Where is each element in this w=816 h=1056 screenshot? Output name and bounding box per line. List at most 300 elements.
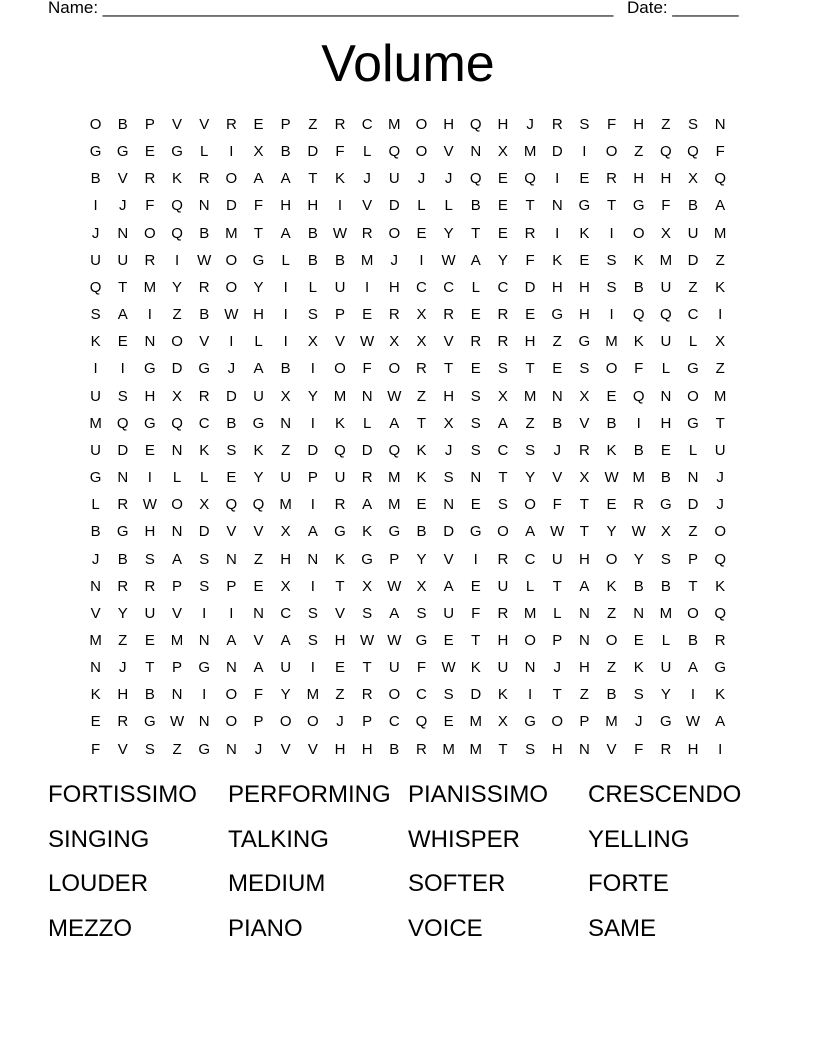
grid-letter: H — [497, 116, 509, 133]
grid-letter: S — [579, 116, 590, 133]
grid-letter: O — [388, 360, 401, 378]
grid-letter: V — [443, 550, 454, 568]
grid-letter: V — [443, 143, 454, 161]
grid-letter: N — [198, 197, 210, 215]
grid-letter: V — [552, 469, 563, 487]
grid-letter: G — [632, 197, 645, 215]
grid-letter: I — [555, 224, 560, 242]
grid-letter: I — [147, 306, 152, 324]
grid-letter: I — [229, 333, 234, 351]
grid-letter: Y — [443, 224, 454, 242]
grid-letter: A — [307, 523, 318, 541]
grid-letter: Z — [118, 631, 128, 649]
grid-row — [82, 708, 734, 735]
grid-letter: X — [497, 387, 508, 405]
grid-letter: K — [606, 577, 617, 595]
grid-letter: F — [145, 197, 155, 215]
grid-letter: S — [497, 496, 508, 514]
grid-letter: E — [90, 713, 101, 731]
grid-letter: I — [310, 496, 315, 514]
grid-letter: J — [336, 713, 344, 731]
grid-letter: N — [633, 604, 645, 622]
grid-letter: C — [524, 550, 536, 568]
grid-letter: X — [172, 387, 183, 405]
grid-letter: Y — [497, 251, 508, 269]
grid-letter: O — [89, 116, 102, 133]
grid-letter: A — [253, 360, 264, 378]
grid-letter: M — [523, 387, 537, 405]
grid-letter: T — [579, 496, 589, 514]
grid-letter: N — [443, 496, 455, 514]
grid-letter: B — [117, 550, 128, 568]
grid-letter: C — [687, 306, 699, 324]
grid-letter: N — [225, 550, 237, 568]
grid-letter: C — [361, 116, 373, 133]
grid-letter: K — [606, 441, 617, 459]
grid-letter: I — [337, 197, 343, 215]
grid-letter: J — [118, 197, 127, 215]
grid-letter: O — [225, 713, 238, 731]
grid-letter: S — [470, 414, 481, 432]
grid-letter: R — [606, 170, 617, 188]
grid-letter: U — [388, 170, 400, 188]
grid-letter: N — [90, 577, 101, 595]
grid-letter: M — [713, 387, 727, 405]
grid-letter: H — [280, 197, 292, 215]
grid-letter: F — [634, 360, 644, 378]
grid-letter: O — [225, 170, 238, 188]
grid-letter: V — [199, 333, 210, 351]
grid-letter: K — [633, 333, 644, 351]
word-list — [48, 778, 768, 956]
grid-letter: T — [362, 659, 372, 677]
grid-letter: F — [253, 686, 264, 704]
grid-letter: G — [660, 496, 672, 514]
grid-letter: X — [307, 333, 318, 351]
grid-letter: B — [199, 224, 210, 242]
grid-letter: R — [443, 306, 455, 324]
grid-letter: R — [198, 387, 210, 405]
grid-letter: X — [280, 523, 291, 541]
grid-letter: Z — [172, 306, 182, 324]
grid-letter: I — [718, 306, 723, 324]
grid-letter: G — [687, 360, 699, 378]
grid-letter: E — [226, 469, 237, 487]
grid-letter: K — [579, 224, 590, 242]
grid-letter: H — [307, 197, 319, 215]
grid-letter: K — [90, 686, 101, 704]
grid-letter: M — [89, 414, 102, 432]
grid-letter: N — [117, 469, 129, 487]
grid-letter: D — [388, 197, 400, 215]
grid-letter: S — [362, 604, 373, 622]
grid-letter: R — [497, 550, 509, 568]
grid-letter: D — [117, 441, 129, 459]
grid-letter: I — [310, 414, 315, 432]
grid-letter: N — [714, 116, 726, 133]
grid-letter: D — [225, 197, 237, 215]
grid-letter: I — [555, 170, 560, 188]
grid-letter: I — [310, 360, 315, 378]
grid-letter: E — [497, 224, 508, 242]
page-title: Volume — [321, 35, 495, 93]
grid-letter: H — [334, 631, 346, 649]
word-list-item: CRESCENDO — [588, 781, 742, 808]
grid-letter: G — [252, 251, 265, 269]
grid-letter: R — [361, 224, 373, 242]
grid-letter: B — [117, 116, 128, 133]
grid-letter: R — [225, 116, 237, 133]
grid-letter: J — [91, 224, 100, 242]
grid-letter: E — [579, 251, 590, 269]
grid-letter: P — [253, 713, 264, 731]
grid-letter: N — [524, 659, 536, 677]
grid-letter: B — [416, 523, 427, 541]
grid-letter: H — [361, 740, 373, 758]
grid-letter: K — [362, 523, 373, 541]
grid-letter: D — [198, 523, 210, 541]
grid-letter: T — [688, 577, 698, 595]
grid-letter: D — [361, 441, 373, 459]
grid-row — [82, 301, 734, 328]
grid-letter: V — [117, 170, 128, 188]
grid-letter: L — [688, 441, 698, 459]
grid-letter: R — [416, 360, 427, 378]
grid-letter: O — [225, 251, 238, 269]
grid-letter: C — [280, 604, 292, 622]
grid-letter: G — [714, 659, 726, 677]
grid-letter: S — [90, 306, 101, 324]
grid-letter: R — [524, 224, 536, 242]
grid-letter: J — [716, 469, 724, 487]
grid-letter: G — [252, 414, 265, 432]
grid-letter: P — [144, 116, 155, 133]
grid-letter: A — [253, 659, 264, 677]
grid-letter: G — [578, 197, 591, 215]
grid-letter: H — [443, 116, 455, 133]
grid-letter: J — [118, 659, 127, 677]
grid-letter: U — [660, 278, 672, 296]
grid-letter: U — [551, 550, 563, 568]
grid-letter: L — [281, 251, 290, 269]
grid-letter: W — [685, 713, 701, 731]
grid-letter: K — [633, 659, 644, 677]
grid-letter: W — [441, 659, 456, 677]
grid-letter: B — [688, 197, 699, 215]
grid-letter: N — [198, 631, 210, 649]
grid-letter: X — [362, 577, 373, 595]
grid-letter: P — [579, 713, 590, 731]
grid-letter: K — [172, 170, 183, 188]
grid-letter: I — [609, 224, 614, 242]
grid-letter: T — [118, 278, 128, 296]
grid-letter: N — [144, 333, 156, 351]
grid-letter: U — [253, 387, 264, 405]
grid-row — [82, 654, 734, 681]
grid-letter: K — [334, 170, 345, 188]
grid-letter: O — [171, 496, 183, 514]
grid-letter: X — [199, 496, 210, 514]
grid-letter: B — [660, 469, 671, 487]
grid-row — [82, 328, 734, 355]
grid-letter: C — [497, 441, 509, 459]
word-list-item: MEZZO — [48, 914, 132, 942]
grid-letter: X — [660, 224, 671, 242]
grid-letter: H — [687, 740, 699, 758]
grid-letter: V — [199, 116, 210, 133]
grid-letter: B — [552, 414, 563, 432]
grid-letter: N — [578, 740, 590, 758]
grid-letter: Z — [579, 686, 589, 704]
grid-letter: D — [470, 686, 482, 704]
grid-letter: A — [389, 414, 400, 432]
grid-letter: A — [443, 577, 454, 595]
grid-letter: S — [117, 387, 128, 405]
grid-row — [82, 111, 734, 138]
grid-letter: W — [387, 631, 402, 649]
grid-letter: G — [89, 143, 102, 161]
grid-letter: D — [171, 360, 183, 378]
grid-row — [82, 383, 734, 410]
grid-letter: W — [550, 523, 565, 541]
grid-letter: M — [360, 251, 374, 269]
grid-letter: H — [524, 333, 536, 351]
grid-letter: U — [443, 604, 455, 622]
grid-letter: N — [280, 414, 292, 432]
grid-letter: E — [470, 577, 481, 595]
grid-letter: Q — [171, 197, 183, 215]
grid-letter: O — [551, 713, 564, 731]
grid-letter: G — [144, 414, 156, 432]
grid-letter: O — [388, 686, 401, 704]
grid-letter: V — [443, 333, 454, 351]
grid-letter: H — [660, 170, 672, 188]
grid-letter: R — [470, 333, 482, 351]
grid-letter: Z — [525, 414, 535, 432]
grid-letter: Q — [632, 306, 645, 324]
grid-letter: N — [90, 659, 101, 677]
grid-letter: G — [144, 713, 156, 731]
grid-letter: Q — [334, 441, 346, 459]
grid-letter: F — [606, 116, 617, 133]
grid-letter: K — [715, 686, 726, 704]
grid-letter: H — [578, 278, 590, 296]
grid-letter: V — [606, 740, 617, 758]
grid-letter: I — [202, 604, 207, 622]
grid-letter: O — [687, 604, 699, 622]
grid-letter: S — [606, 278, 617, 296]
grid-letter: T — [308, 170, 318, 188]
grid-letter: S — [497, 360, 508, 378]
grid-letter: F — [471, 604, 481, 622]
grid-letter: P — [688, 550, 699, 568]
grid-letter: J — [526, 116, 534, 133]
grid-letter: S — [307, 306, 318, 324]
grid-letter: H — [117, 686, 129, 704]
grid-letter: I — [582, 143, 587, 161]
grid-letter: Q — [660, 143, 672, 161]
grid-letter: L — [91, 496, 100, 514]
grid-letter: F — [715, 143, 725, 161]
grid-letter: L — [525, 577, 535, 595]
grid-letter: N — [307, 550, 319, 568]
grid-letter: L — [661, 631, 671, 649]
grid-letter: U — [280, 659, 292, 677]
grid-letter: J — [444, 441, 453, 459]
grid-letter: F — [416, 659, 427, 677]
name-field: Name: ______________________________________________________ — [48, 0, 614, 17]
grid-letter: H — [578, 306, 590, 324]
grid-letter: J — [227, 360, 236, 378]
grid-letter: X — [389, 333, 400, 351]
grid-letter: D — [524, 278, 536, 296]
grid-letter: Y — [660, 686, 671, 704]
grid-row — [82, 410, 734, 437]
grid-letter: P — [172, 659, 183, 677]
grid-letter: E — [470, 360, 481, 378]
grid-letter: E — [470, 496, 481, 514]
grid-letter: G — [198, 659, 211, 677]
grid-letter: I — [636, 414, 641, 432]
grid-letter: Z — [715, 360, 725, 378]
grid-letter: T — [525, 197, 535, 215]
grid-letter: L — [200, 469, 209, 487]
grid-letter: L — [417, 197, 426, 215]
grid-letter: I — [283, 333, 288, 351]
word-list-item: SOFTER — [408, 870, 506, 897]
grid-row — [82, 681, 734, 708]
grid-letter: I — [473, 550, 478, 568]
grid-letter: Z — [634, 143, 644, 161]
grid-letter: L — [471, 278, 480, 296]
grid-letter: Y — [172, 278, 183, 296]
grid-letter: H — [633, 170, 645, 188]
grid-letter: Q — [714, 550, 726, 568]
grid-row — [82, 355, 734, 382]
grid-letter: H — [497, 631, 509, 649]
grid-letter: E — [416, 496, 427, 514]
grid-letter: K — [334, 414, 345, 432]
grid-letter: R — [660, 740, 672, 758]
grid-letter: B — [606, 686, 617, 704]
grid-letter: O — [605, 631, 618, 649]
grid-row — [82, 138, 734, 165]
grid-letter: P — [552, 631, 563, 649]
grid-letter: S — [525, 740, 536, 758]
grid-letter: W — [332, 224, 348, 242]
grid-letter: W — [360, 631, 375, 649]
grid-letter: I — [310, 577, 315, 595]
word-list-item: WHISPER — [408, 825, 521, 853]
grid-letter: H — [443, 387, 455, 405]
grid-letter: O — [605, 550, 618, 568]
grid-letter: N — [171, 441, 183, 459]
grid-letter: S — [688, 116, 699, 133]
grid-letter: V — [280, 740, 291, 758]
grid-letter: B — [199, 306, 210, 324]
grid-letter: X — [715, 333, 726, 351]
grid-letter: I — [609, 306, 614, 324]
grid-letter: I — [419, 251, 424, 269]
grid-letter: U — [90, 251, 101, 269]
grid-letter: T — [335, 577, 345, 595]
grid-letter: M — [388, 469, 401, 487]
grid-letter: R — [633, 496, 645, 514]
grid-letter: M — [388, 496, 401, 514]
grid-letter: S — [606, 251, 617, 269]
grid-letter: E — [497, 197, 508, 215]
grid-letter: B — [470, 197, 481, 215]
grid-letter: S — [307, 604, 318, 622]
grid-letter: J — [91, 550, 100, 568]
grid-letter: B — [389, 740, 400, 758]
grid-letter: O — [415, 143, 428, 161]
word-list-item: PIANISSIMO — [408, 781, 549, 808]
grid-letter: B — [633, 278, 644, 296]
grid-letter: O — [225, 278, 238, 296]
grid-letter: J — [417, 170, 426, 188]
grid-letter: K — [416, 441, 427, 459]
grid-letter: T — [145, 659, 155, 677]
grid-letter: G — [388, 523, 401, 541]
grid-letter: F — [362, 360, 372, 378]
grid-letter: F — [552, 496, 562, 514]
grid-letter: I — [283, 306, 288, 324]
grid-letter: K — [199, 441, 210, 459]
grid-letter: L — [362, 143, 372, 161]
grid-letter: V — [253, 523, 264, 541]
grid-letter: L — [661, 360, 671, 378]
grid-letter: G — [334, 523, 346, 541]
grid-letter: V — [90, 604, 101, 622]
grid-letter: C — [416, 686, 427, 704]
grid-letter: J — [553, 659, 561, 677]
grid-letter: E — [606, 387, 617, 405]
grid-letter: Y — [633, 550, 644, 568]
grid-row — [82, 736, 734, 763]
grid-letter: G — [198, 360, 211, 378]
grid-letter: Q — [469, 170, 482, 188]
grid-row — [82, 600, 734, 627]
grid-letter: E — [253, 577, 264, 595]
grid-letter: H — [551, 740, 563, 758]
grid-letter: S — [579, 360, 590, 378]
grid-letter: J — [553, 441, 561, 459]
grid-letter: E — [660, 441, 671, 459]
grid-letter: X — [416, 306, 427, 324]
grid-letter: Q — [89, 278, 102, 296]
grid-letter: L — [362, 414, 372, 432]
grid-letter: E — [144, 631, 155, 649]
grid-letter: T — [471, 224, 481, 242]
grid-letter: T — [525, 360, 535, 378]
grid-letter: V — [253, 631, 264, 649]
grid-letter: N — [578, 604, 590, 622]
word-list-item: SINGING — [48, 825, 150, 853]
grid-letter: E — [144, 441, 155, 459]
grid-letter: X — [660, 523, 671, 541]
grid-letter: Y — [253, 469, 264, 487]
grid-letter: G — [660, 713, 672, 731]
grid-letter: A — [579, 577, 590, 595]
grid-letter: C — [388, 713, 400, 731]
grid-letter: M — [225, 224, 238, 242]
grid-letter: E — [144, 143, 155, 161]
grid-letter: B — [633, 577, 644, 595]
grid-letter: Z — [552, 333, 562, 351]
grid-letter: K — [552, 251, 563, 269]
grid-letter: E — [470, 306, 481, 324]
